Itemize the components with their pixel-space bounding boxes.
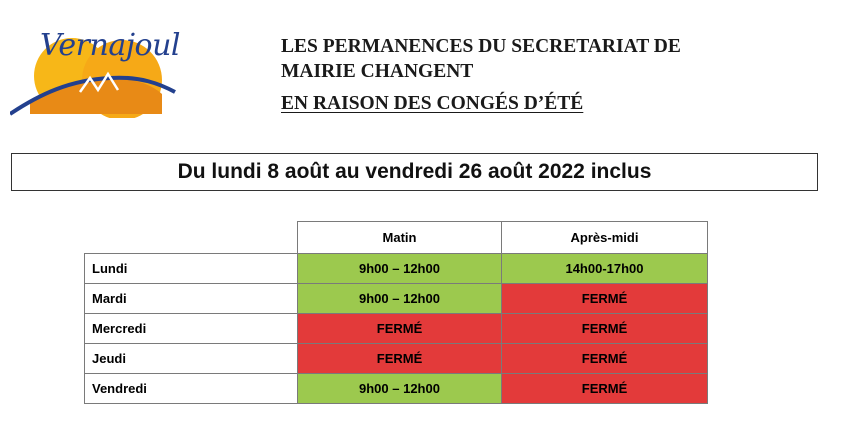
table-row <box>85 344 708 374</box>
schedule-table <box>84 221 708 404</box>
table-row <box>85 284 708 314</box>
table-row <box>85 314 708 344</box>
day-cell: Lundi <box>85 254 298 284</box>
pm-cell: FERMÉ <box>502 344 708 374</box>
heading-line-1: LES PERMANENCES DU SECRETARIAT DE <box>281 36 681 57</box>
date-range-banner: Du lundi 8 août au vendredi 26 août 2022 inclus <box>11 153 818 191</box>
am-cell: 9h00 – 12h00 <box>298 374 502 404</box>
header-matin: Matin <box>298 222 502 254</box>
pm-cell: FERMÉ <box>502 284 708 314</box>
day-cell: Vendredi <box>85 374 298 404</box>
day-cell: Mercredi <box>85 314 298 344</box>
am-cell: FERMÉ <box>298 344 502 374</box>
heading-line-3: EN RAISON DES CONGÉS D’ÉTÉ <box>281 93 584 114</box>
header-apres-midi: Après-midi <box>502 222 708 254</box>
notice-heading <box>281 34 681 116</box>
heading-line-2: MAIRIE CHANGENT <box>281 61 474 82</box>
pm-cell: FERMÉ <box>502 314 708 344</box>
vernajoul-logo <box>10 14 200 118</box>
day-cell: Mardi <box>85 284 298 314</box>
header-row <box>85 222 708 254</box>
am-cell: FERMÉ <box>298 314 502 344</box>
am-cell: 9h00 – 12h00 <box>298 284 502 314</box>
table-row <box>85 374 708 404</box>
pm-cell: 14h00-17h00 <box>502 254 708 284</box>
header-blank <box>85 222 298 254</box>
table-row <box>85 254 708 284</box>
day-cell: Jeudi <box>85 344 298 374</box>
logo-text: Vernajoul <box>40 28 180 63</box>
am-cell: 9h00 – 12h00 <box>298 254 502 284</box>
pm-cell: FERMÉ <box>502 374 708 404</box>
